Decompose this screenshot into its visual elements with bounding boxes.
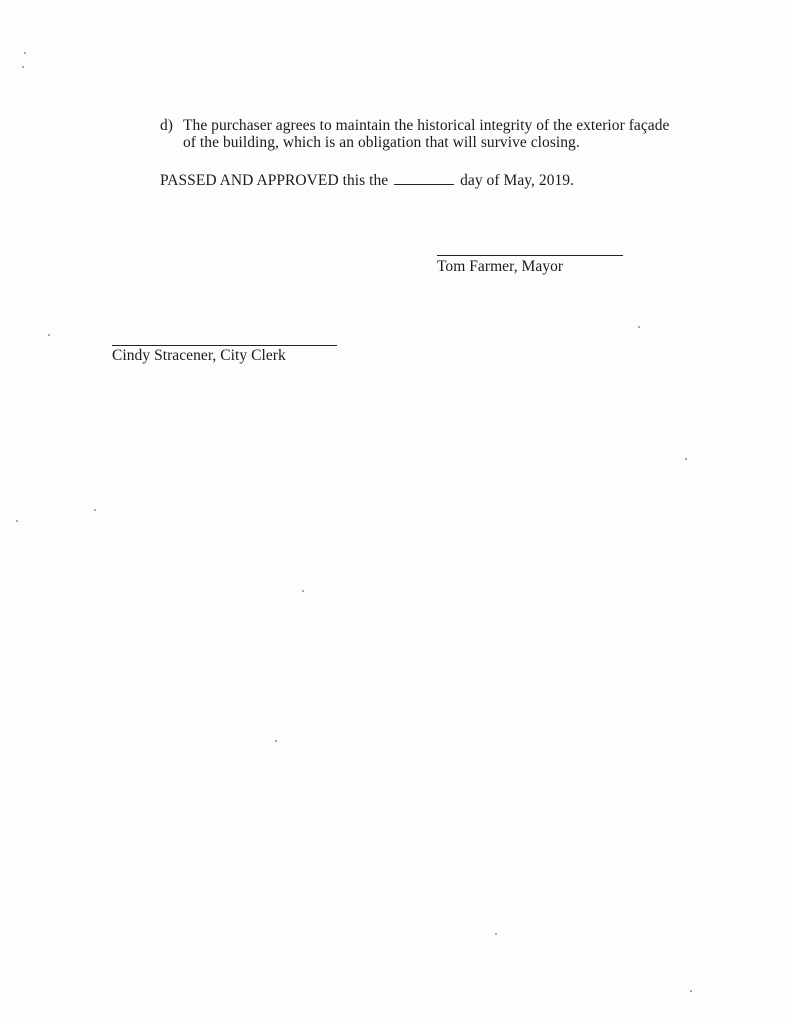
- scan-speck: [24, 52, 26, 54]
- passed-approved-statement: [160, 170, 574, 191]
- passed-approved-prefix: PASSED AND APPROVED this the: [160, 172, 389, 189]
- scan-speck: [275, 740, 277, 742]
- passed-approved-suffix: day of May, 2019.: [460, 172, 575, 189]
- scan-speck: [48, 334, 50, 336]
- list-item-marker: d): [160, 117, 174, 134]
- day-blank-line: [394, 170, 454, 185]
- list-item-text-line2: of the building, which is an obligation that will survive closing.: [183, 134, 580, 151]
- mayor-name: Tom Farmer, Mayor: [437, 258, 564, 275]
- scan-speck: [94, 509, 96, 511]
- mayor-signature-line: [437, 255, 623, 256]
- scan-speck: [638, 326, 640, 328]
- scan-speck: [22, 66, 24, 68]
- scan-speck: [690, 990, 692, 992]
- scan-speck: [16, 520, 18, 522]
- scan-speck: [302, 590, 304, 592]
- list-item-text-line1: The purchaser agrees to maintain the historical integrity of the exterior façade: [183, 117, 670, 134]
- clerk-name: Cindy Stracener, City Clerk: [112, 347, 286, 364]
- scan-speck: [685, 458, 687, 460]
- scan-speck: [495, 933, 497, 935]
